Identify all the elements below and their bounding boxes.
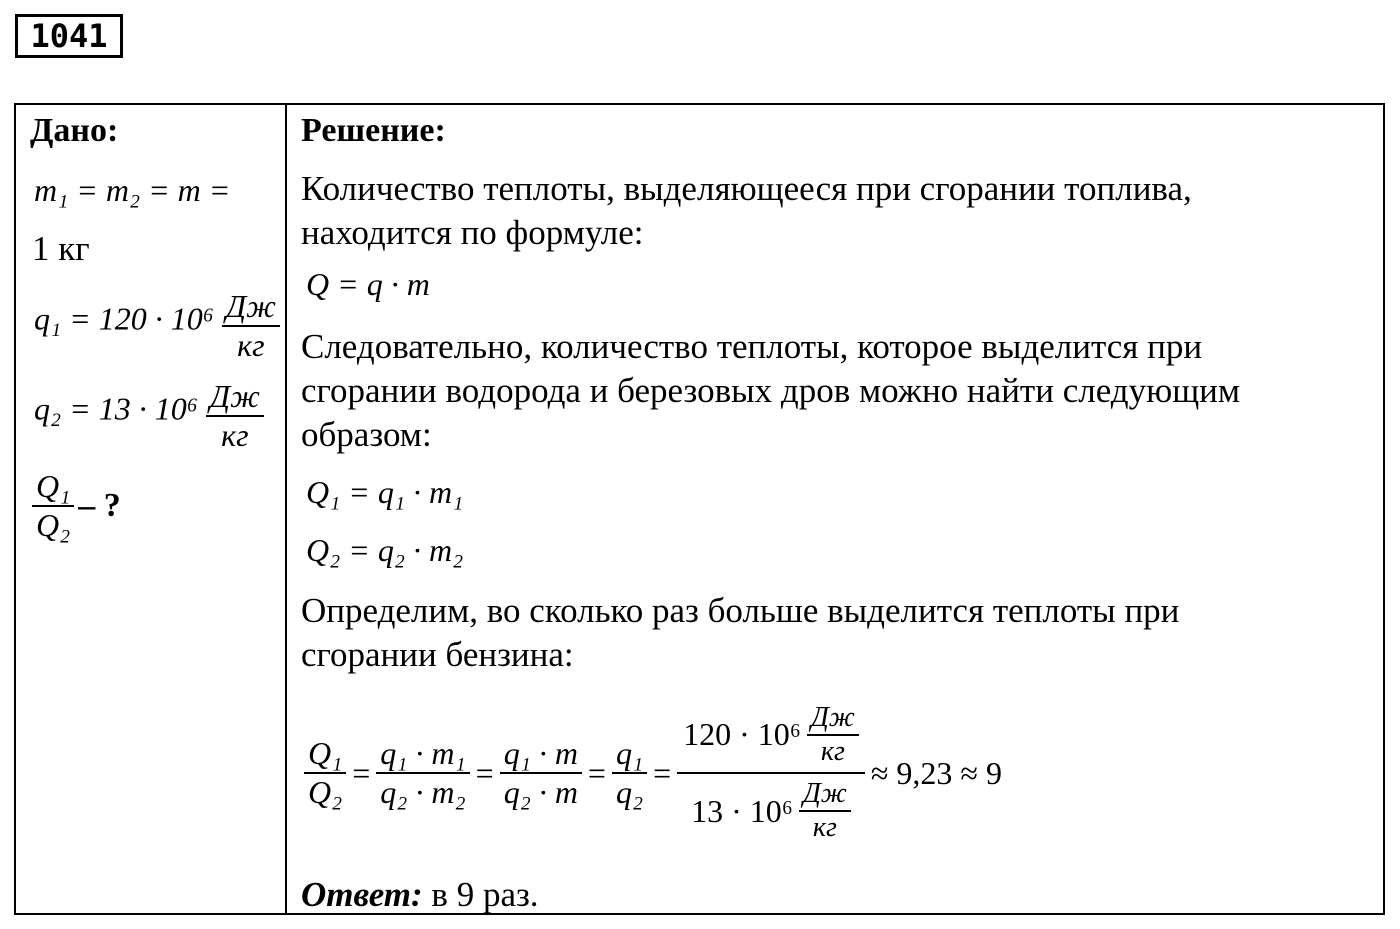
big-num-value: 120 · 10⁶ — [683, 716, 801, 753]
big-num-unit — [807, 702, 859, 768]
equals-sign: = — [587, 754, 606, 791]
formula-q2: Q₂ = q₂ · m₂ — [306, 532, 464, 568]
given-header: Дано: — [30, 112, 119, 149]
ratio-frac-big — [677, 702, 865, 845]
given-q1-unit — [218, 288, 284, 364]
paragraph-2-line-1: Следовательно, количество теплоты, которое выделится при — [301, 327, 1203, 366]
given-mass-vars: m₁ = m₂ = m = — [34, 172, 231, 208]
ratio-frac-2 — [376, 735, 469, 811]
find-numerator: Q₁ — [32, 468, 74, 507]
formula-main: Q = q · m — [306, 266, 430, 302]
unit-numerator: Дж — [799, 778, 851, 812]
ratio-frac-1 — [304, 735, 346, 811]
unit-numerator: Дж — [222, 288, 280, 327]
ratio-big-denominator — [685, 774, 857, 844]
find-suffix: – ? — [78, 486, 121, 524]
ratio-formula — [304, 688, 1002, 858]
answer-text: в 9 раз. — [431, 875, 539, 914]
given-q2-label: q₂ = 13 · 10⁶ — [34, 390, 198, 427]
given-q1 — [34, 288, 284, 364]
ratio-frac-3 — [500, 735, 582, 811]
ratio-frac-4-den: q₂ — [615, 774, 644, 810]
given-mass-value: 1 кг — [32, 229, 90, 268]
ratio-frac-4-num: q₁ — [612, 735, 647, 774]
ratio-frac-2-den: q₂ · m₂ — [380, 774, 466, 810]
paragraph-1-line-2: находится по формуле: — [301, 213, 644, 252]
ratio-frac-1-den: Q₂ — [308, 774, 343, 810]
equals-sign: = — [653, 754, 672, 791]
unit-denominator: кг — [221, 416, 249, 453]
ratio-frac-4 — [612, 735, 647, 811]
answer-label: Ответ: — [301, 875, 423, 914]
ratio-frac-1-num: Q₁ — [304, 735, 346, 774]
unit-numerator: Дж — [206, 378, 264, 417]
big-den-unit — [799, 778, 851, 844]
unit-denominator: кг — [237, 326, 265, 363]
solution-header: Решение: — [301, 112, 446, 149]
paragraph-3-line-2: сгорании бензина: — [301, 635, 574, 674]
ratio-frac-2-num: q₁ · m₁ — [376, 735, 469, 774]
paragraph-3-line-1: Определим, во сколько раз больше выделится теплоты при — [301, 591, 1180, 630]
equals-sign: = — [475, 754, 494, 791]
given-q2 — [34, 378, 268, 454]
answer — [301, 872, 539, 917]
table-divider — [285, 103, 287, 915]
problem-number: 1041 — [15, 14, 123, 58]
ratio-result: ≈ 9,23 ≈ 9 — [870, 754, 1002, 791]
paragraph-1-line-1: Количество теплоты, выделяющееся при сгорании топлива, — [301, 169, 1192, 208]
paragraph-2-line-2: сгорании водорода и березовых дров можно найти следующим — [301, 371, 1241, 410]
find-denominator: Q₂ — [36, 506, 71, 543]
unit-denominator: кг — [812, 812, 837, 844]
ratio-big-numerator — [677, 702, 865, 774]
given-find — [32, 468, 121, 544]
unit-denominator: кг — [820, 735, 845, 767]
formula-q1: Q₁ = q₁ · m₁ — [306, 474, 464, 510]
paragraph-2-line-3: образом: — [301, 415, 432, 454]
given-q2-unit — [202, 378, 268, 454]
find-fraction — [32, 468, 74, 544]
big-den-value: 13 · 10⁶ — [691, 792, 793, 829]
ratio-frac-3-num: q₁ · m — [500, 735, 582, 774]
equals-sign: = — [352, 754, 371, 791]
given-q1-label: q₁ = 120 · 10⁶ — [34, 300, 214, 337]
unit-numerator: Дж — [807, 702, 859, 736]
ratio-frac-3-den: q₂ · m — [503, 774, 578, 810]
